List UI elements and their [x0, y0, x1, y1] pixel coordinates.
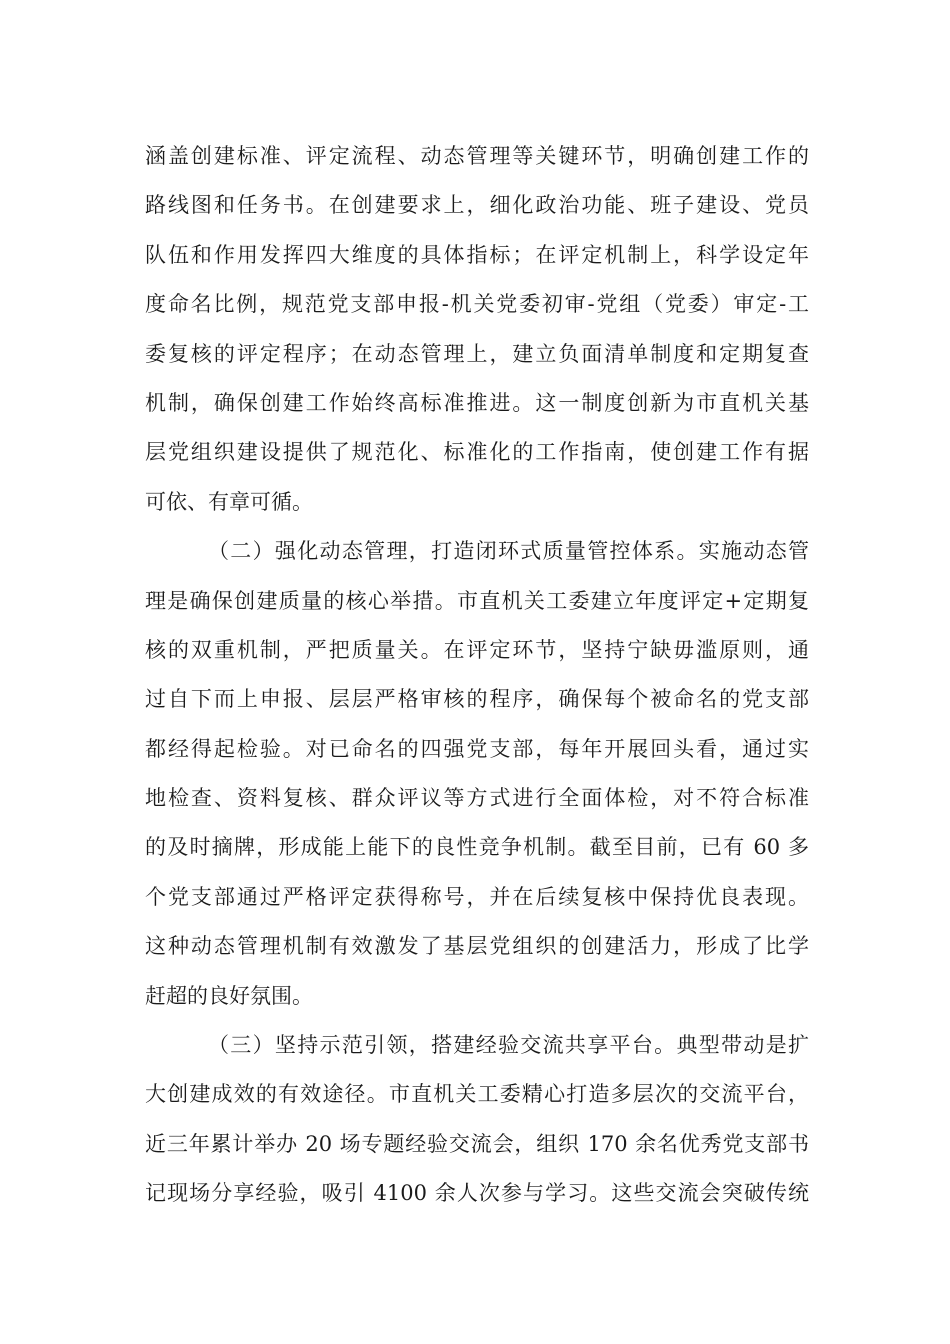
text-line: 机制，确保创建工作始终高标准推进。这一制度创新为市直机关基 [145, 390, 809, 415]
text-line: 大创建成效的有效途径。市直机关工委精心打造多层次的交流平台， [145, 1082, 809, 1107]
text-line: 这种动态管理机制有效激发了基层党组织的创建活力，形成了比学 [145, 934, 809, 959]
text-line: 可依、有章可循。 [145, 489, 313, 514]
text-line: 路线图和任务书。在创建要求上，细化政治功能、班子建设、党员 [145, 193, 809, 218]
text-line: 近三年累计举办 20 场专题经验交流会，组织 170 余名优秀党支部书 [145, 1131, 809, 1156]
text-line: 委复核的评定程序；在动态管理上，建立负面清单制度和定期复查 [145, 341, 809, 366]
text-line: 层党组织建设提供了规范化、标准化的工作指南，使创建工作有据 [145, 440, 809, 465]
text-line: 队伍和作用发挥四大维度的具体指标；在评定机制上，科学设定年 [145, 242, 809, 267]
text-line: 涵盖创建标准、评定流程、动态管理等关键环节，明确创建工作的 [145, 144, 809, 168]
text-line: 核的双重机制，严把质量关。在评定环节，坚持宁缺毋滥原则，通 [145, 637, 809, 662]
text-line: 个党支部通过严格评定获得称号，并在后续复核中保持优良表现。 [145, 884, 809, 909]
body-text [145, 132, 809, 1219]
text-line: 的及时摘牌，形成能上能下的良性竞争机制。截至目前，已有 60 多 [145, 835, 809, 860]
text-line: （三）坚持示范引领，搭建经验交流共享平台。典型带动是扩 [208, 1033, 809, 1058]
text-line: 赶超的良好氛围。 [145, 983, 313, 1008]
text-line: 记现场分享经验，吸引 4100 余人次参与学习。这些交流会突破传统 [145, 1181, 809, 1206]
text-line: 地检查、资料复核、群众评议等方式进行全面体检，对不符合标准 [145, 786, 809, 811]
text-line: （二）强化动态管理，打造闭环式质量管控体系。实施动态管 [208, 539, 809, 564]
text-line: 度命名比例，规范党支部申报-机关党委初审-党组（党委）审定-工 [145, 292, 809, 317]
text-line: 都经得起检验。对已命名的四强党支部，每年开展回头看，通过实 [145, 736, 809, 761]
text-line: 理是确保创建质量的核心举措。市直机关工委建立年度评定+定期复 [145, 588, 809, 613]
text-line: 过自下而上申报、层层严格审核的程序，确保每个被命名的党支部 [145, 687, 809, 712]
